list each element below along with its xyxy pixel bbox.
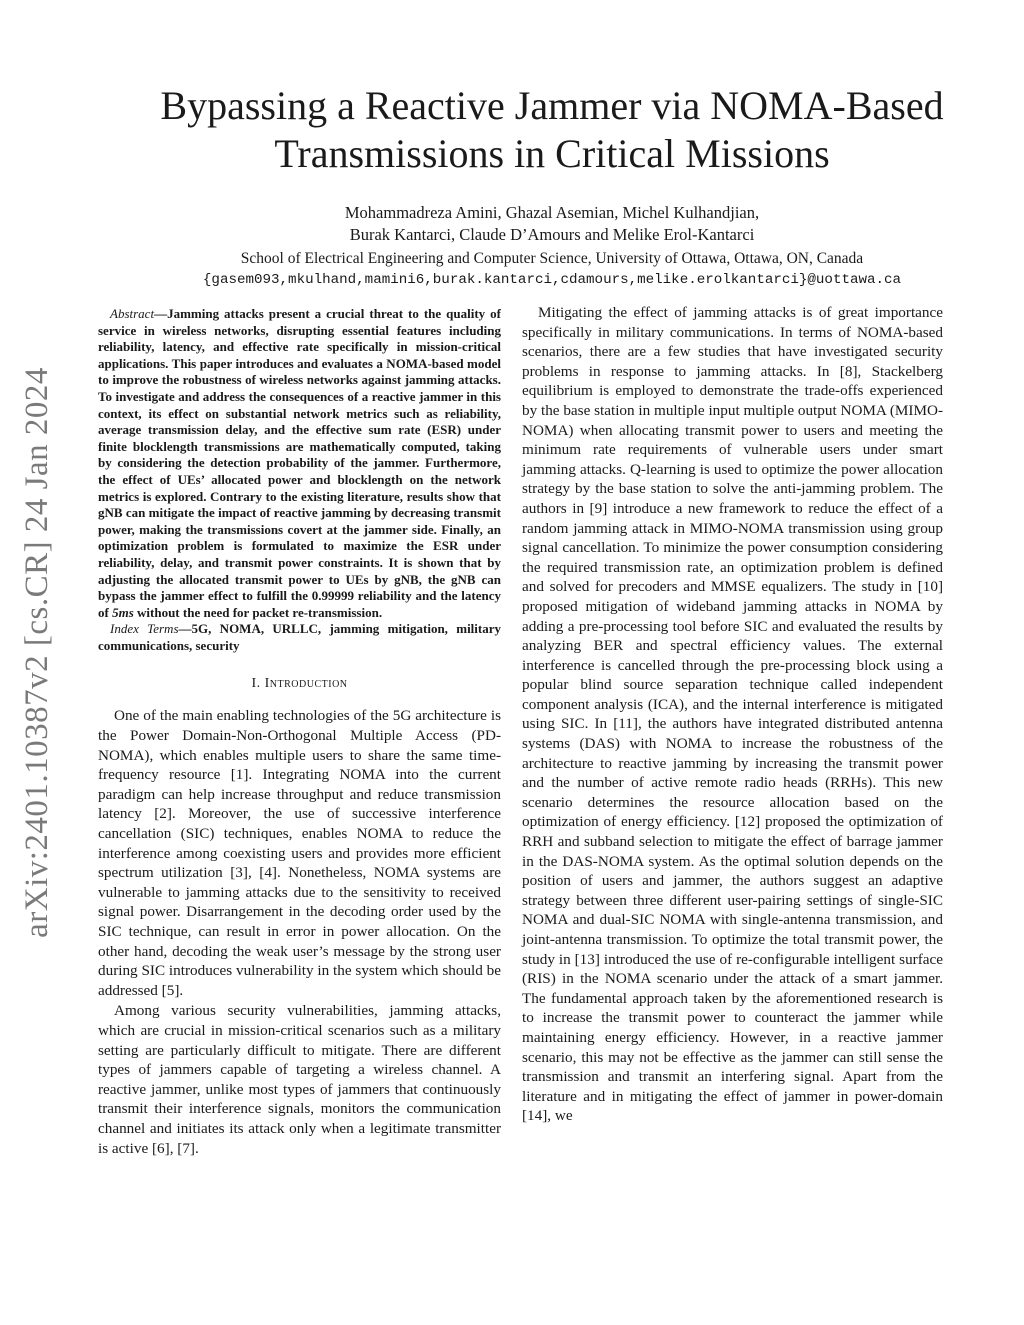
arxiv-identifier xyxy=(12,362,62,942)
author-emails: {gasem093,mkulhand,mamini6,burak.kantarci,cdamours,melike.erolkantarci}@uottawa.ca xyxy=(202,272,902,288)
abstract-math: 5ms xyxy=(112,604,134,620)
index-terms-text: —5G, NOMA, URLLC, jamming mitigation, military communications, security xyxy=(98,621,501,653)
section-number: I. xyxy=(251,676,261,692)
left-column xyxy=(98,306,501,1158)
title-line-1: Bypassing a Reactive Jammer via NOMA-Based xyxy=(160,83,944,128)
abstract-text: —Jamming attacks present a crucial threat to the quality of service in wireless networks, disrupting essential features including reliability, latency, and effective rate specifically in mission-critical applications. This paper introduces and evaluates a NOMA-based model to improve the robustness of wireless networks against jamming attacks. To investigate and address the consequences of a reactive jammer in this context, its effect on substantial network metrics such as reliability, average transmission delay, and the effective sum rate (ESR) under finite blocklength transmissions are mathematically computed, taking by considering the detection probability of the jammer. Furthermore, the effect of UEs’ allocated power and blocklength on the network metrics is explored. Contrary to the existing literature, results show that gNB can mitigate the impact of reactive jamming by decreasing transmit power, making the transmissions covert at the jammer side. Finally, an optimization problem is formulated to maximize the ESR under reliability, delay, and transmit power constraints. It is shown that by adjusting the allocated transmit power to UEs by gNB, the gNB can bypass the jammer effect to fulfill the 0.99999 reliability and the latency of xyxy=(98,306,501,620)
authors-line-1: Mohammadreza Amini, Ghazal Asemian, Michel Kulhandjian, xyxy=(344,203,760,222)
section-heading xyxy=(98,676,501,692)
paper-title xyxy=(80,82,1024,178)
abstract-label: Abstract xyxy=(110,306,155,321)
author-list xyxy=(80,202,1024,246)
title-line-2: Transmissions in Critical Missions xyxy=(274,131,830,176)
paragraph: One of the main enabling technologies of the 5G architecture is the Power Domain-Non-Orthogonal Multiple Access (PD-NOMA), which enables multiple users to share the same time-frequency resource [1]. Integrating NOMA into the current paradigm can help increase throughput and reduce transmission latency [2]. Moreover, the use of successive interference cancellation (SIC) techniques, enables NOMA to reduce the interference among coexisting users and provides more efficient spectrum utilization [3], [4]. Nonetheless, NOMA systems are vulnerable to jamming attacks due to the sensitivity to received signal power. Disarrangement in the decoding order used by the SIC technique, can result in error in power allocation. On the other hand, decoding the weak user’s message by the strong user during SIC introduces vulnerability in the system which should be addressed [5]. xyxy=(98,707,501,999)
affiliation: School of Electrical Engineering and Computer Science, University of Ottawa, Ottawa, ON, Canada xyxy=(240,250,864,267)
index-terms-label: Index Terms xyxy=(110,621,179,637)
authors-line-2: Burak Kantarci, Claude D’Amours and Melike Erol-Kantarci xyxy=(349,225,755,244)
index-terms xyxy=(98,621,501,654)
arxiv-identifier-text: arXiv:2401.10387v2 [cs.CR] 24 Jan 2024 xyxy=(18,366,55,938)
abstract-text-end: without the need for packet re-transmission. xyxy=(133,604,383,620)
intro-body xyxy=(98,706,501,1158)
section-title: Introduction xyxy=(264,676,348,692)
paragraph: Mitigating the effect of jamming attacks is of great importance specifically in military communications. In terms of NOMA-based scenarios, there are a few studies that have investigated security problems in response to jamming attacks. In [8], Stackelberg equilibrium is employed to demonstrate the trade-offs experienced by the base station in multiple input multiple output NOMA (MIMO-NOMA) when allocating transmit power to users and meeting the minimum rate requirements of vulnerable users under smart jamming attacks. Q-learning is used to optimize the power allocation strategy by the base station to solve the anti-jamming problem. The authors in [9] introduce a new framework to reduce the effect of a random jamming attack in MIMO-NOMA transmission using group signal cancellation. To minimize the power consumption considering the required transmission rate, an optimization problem is defined and solved for precoders and MMSE equalizers. The study in [10] proposed mitigation of wideband jamming attacks in NOMA by adding a pre-processing tool before SIC and evaluated the results by analyzing BER and spectral efficiency values. The external interference is cancelled through the pre-processing block using a popular blind source separation technique called independent component analysis (ICA), and the internal interference is mitigated using SIC. In [11], the authors have integrated distributed antenna systems (DAS) with NOMA to increase the robustness of the architecture to reactive jamming by increasing the transmit power and the number of active remote radio heads (RRHs). This new scenario determines the resource allocation based on the optimization of energy efficiency. [12] proposed the optimization of RRH and subband selection to mitigate the effect of barrage jammer in the DAS-NOMA system. As the optimal solution depends on the position of users and jammer, the authors suggest an adaptive strategy between three different user-pairing settings of single-SIC NOMA and dual-SIC NOMA with single-antenna transmission, and joint-antenna transmission. To optimize the total transmit power, the study in [13] introduced the use of re-configurable intelligent surface (RIS) in the NOMA scenario under the attack of a smart jammer. The fundamental approach taken by the aforementioned research is to increase the transmit power to counteract the jammer while maintaining energy efficiency. However, in a reactive jammer scenario, this may not be effective as the jammer can still sense the transmission and transmit an interfering signal. Apart from the literature and in mitigating the effect of jammer in power-domain [14], we xyxy=(522,304,944,1125)
paragraph: Among various security vulnerabilities, jamming attacks, which are crucial in mission-critical scenarios such as a military setting are particularly difficult to mitigate. There are different types of jammers capable of targeting a wireless channel. A reactive jammer, unlike most types of jammers that continuously transmit their interference signals, monitors the communication channel and initiates its attack only when a legitimate transmitter is active [6], [7]. xyxy=(98,1002,501,1157)
abstract xyxy=(98,306,501,621)
right-column xyxy=(522,303,943,1126)
